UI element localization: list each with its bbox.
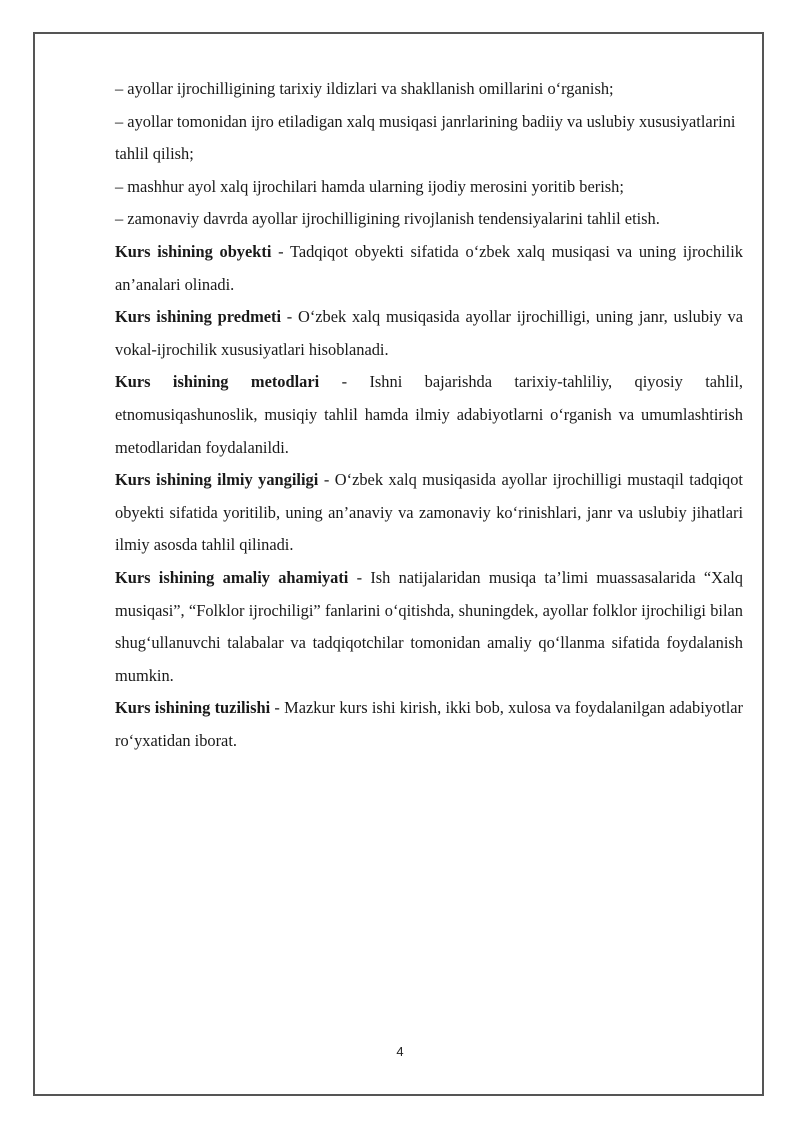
task-item: – ayollar tomonidan ijro etiladigan xalq musiqasi janrlarining badiiy va uslubiy xususiyatlarini tahlil qilish; <box>115 111 736 164</box>
section-novelty <box>115 464 743 562</box>
section-heading: Kurs ishining metodlari <box>115 372 320 392</box>
section-heading: Kurs ishining tuzilishi <box>115 698 271 718</box>
section-text: - Tadqiqot obyekti sifatida o‘zbek xalq musiqasi va uning ijrochilik an’analari olinadi. <box>115 241 743 294</box>
section-heading: Kurs ishining ilmiy yangiligi <box>115 470 319 490</box>
section-subject <box>115 301 743 366</box>
task-item: – zamonaviy davrda ayollar ijrochilligining rivojlanish tendensiyalarini tahlil etish. <box>115 209 660 229</box>
section-text: - Mazkur kurs ishi kirish, ikki bob, xulosa va foydalanilgan adabiyotlar ro‘yxatidan iborat. <box>115 698 743 750</box>
document-body <box>115 73 743 757</box>
section-text: - O‘zbek xalq musiqasida ayollar ijrochilligi, uning janr, uslubiy va vokal-ijrochilik xususiyatlari hisoblanadi. <box>115 307 743 359</box>
page-number: 4 <box>396 1044 404 1059</box>
section-text: - O‘zbek xalq musiqasida ayollar ijrochilligi mustaqil tadqiqot obyekti sifatida yoritilib, uning an’anaviy va zamonaviy ko‘rinishlari, janr va uslubiy jihatlari ilmiy asosda tahlil qilinadi. <box>115 470 743 555</box>
section-object <box>115 236 743 301</box>
section-text: - Ishni bajarishda tarixiy-tahliliy, qiyosiy tahlil, etnomusiqashunoslik, musiqiy tahlil hamda ilmiy adabiyotlarni o‘rganish va umumlashtirish metodlaridan foydalanildi. <box>115 372 743 457</box>
section-heading: Kurs ishining obyekti <box>115 241 272 261</box>
task-item: – ayollar ijrochilligining tarixiy ildizlari va shakllanish omillarini o‘rganish; <box>115 79 614 98</box>
section-practical-value <box>115 562 743 692</box>
section-heading: Kurs ishining amaliy ahamiyati <box>115 567 349 587</box>
section-heading: Kurs ishining predmeti <box>115 307 282 327</box>
section-structure <box>115 692 743 757</box>
task-item: – mashhur ayol xalq ijrochilari hamda ularning ijodiy merosini yoritib berish; <box>115 176 624 196</box>
section-methods <box>115 366 743 464</box>
section-text: - Ish natijalaridan musiqa ta’limi muassasalarida “Xalq musiqasi”, “Folklor ijrochiligi” fanlarini o‘qitishda, shuningdek, ayollar folklor ijrochiligi bilan shug‘ullanuvchi talabalar va tadqiqotchilar tomonidan amaliy qo‘llanma sifatida foydalanish mumkin. <box>115 567 744 685</box>
